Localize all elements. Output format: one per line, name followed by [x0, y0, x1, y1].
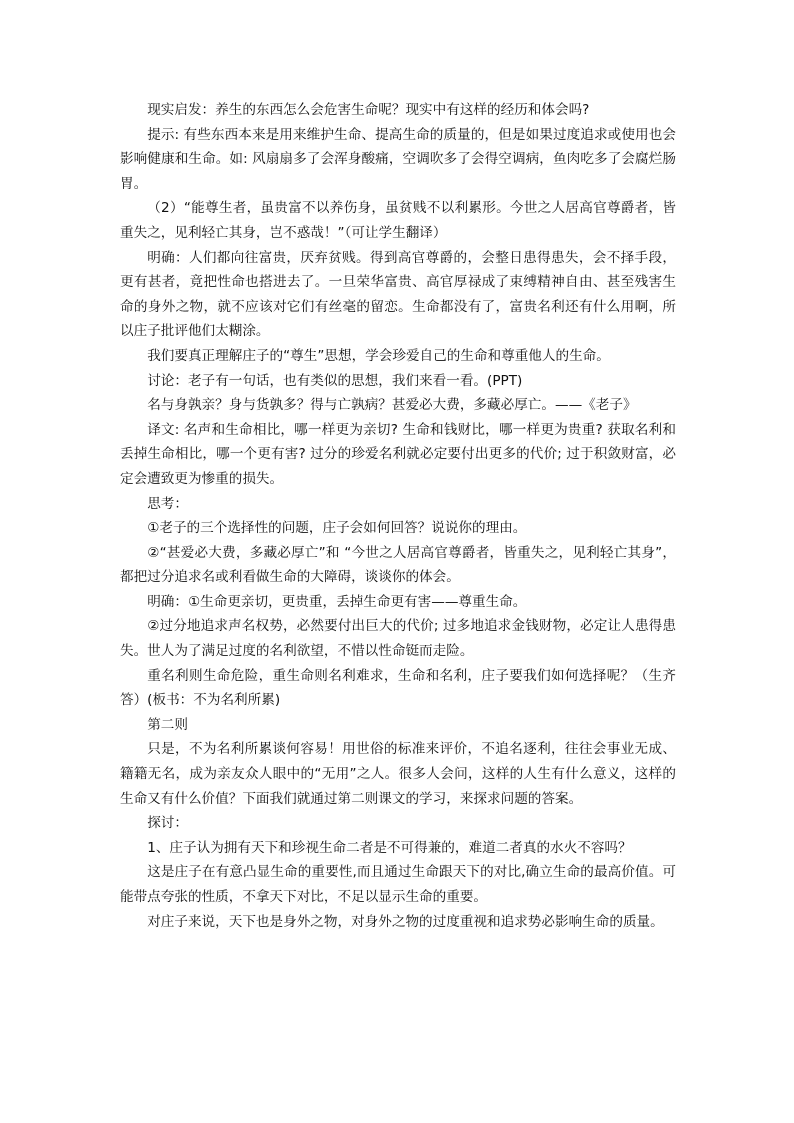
- paragraph-explore-question-1: 1、庄子认为拥有天下和珍视生命二者是不可得兼的，难道二者真的水火不容吗？: [147, 839, 632, 856]
- section-heading-second: 第二则: [147, 716, 188, 733]
- paragraph-clarification-2: 明确：①生命更亲切，更贵重，丢掉生命更有害——尊重生命。: [147, 593, 527, 610]
- paragraph-discussion: 讨论：老子有一句话，也有类似的思想，我们来看一看。(PPT): [147, 372, 523, 389]
- paragraph-clarification-3: ②过分地追求声名权势，必然要付出巨大的代价; 过多地追求金钱财物，必定让人患得患失。世人为了满足过度的名利欲望，不惜以性命铤而走险。: [120, 618, 676, 660]
- paragraph-question-1: ①老子的三个选择性的问题，庄子会如何回答？说说你的理由。: [147, 520, 527, 537]
- paragraph-understanding: 我们要真正理解庄子的“尊生”思想，学会珍爱自己的生命和尊重他人的生命。: [147, 347, 610, 364]
- paragraph-question-2: ②“甚爱必大费，多藏必厚亡”和 “今世之人居高官尊爵者，皆重失之，见利轻亡其身”，都把过分追求名或利看做生命的大障碍，谈谈你的体会。: [120, 544, 676, 586]
- paragraph-intro-second: 只是，不为名利所累谈何容易！用世俗的标准来评价，不追名逐利，往往会事业无成、籍籍无名，成为亲友众人眼中的“无用”之人。很多人会问，这样的人生有什么意义，这样的生命又有什么价值？下面我们就通过第二则课文的学习，来探求问题的答案。: [120, 741, 676, 807]
- document-page: [120, 98, 676, 934]
- paragraph-quote-2: （2）“能尊生者，虽贵富不以养伤身，虽贫贱不以利累形。今世之人居高官尊爵者，皆重失之，见利轻亡其身，岂不惑哉！”（可让学生翻译）: [120, 200, 676, 241]
- paragraph-laozi-quote: 名与身孰亲？身与货孰多？得与亡孰病？甚爱必大费，多藏必厚亡。——《老子》: [147, 397, 637, 414]
- paragraph-translation: 译文: 名声和生命相比，哪一样更为亲切? 生命和钱财比，哪一样更为贵重? 获取名利和丢掉生命相比，哪一个更有害? 过分的珍爱名利就必定要付出更多的代价; 过于积敛财富，必定会遭致更为惨重的损失。: [120, 421, 676, 487]
- paragraph-clarification-1: 明确：人们都向往富贵，厌弃贫贱。得到高官尊爵的，会整日患得患失，会不择手段，更有甚者，竟把性命也搭进去了。一旦荣华富贵、高官厚禄成了束缚精神自由、甚至残害生命的身外之物，就不应该对它们有丝毫的留恋。生命都没有了，富贵名利还有什么用啊，所以庄子批评他们太糊涂。: [120, 249, 676, 340]
- paragraph-choice-question: 重名利则生命危险，重生命则名利难求，生命和名利，庄子要我们如何选择呢？（生齐答）(板书：不为名利所累): [120, 667, 676, 709]
- paragraph-hint: 提示: 有些东西本来是用来维护生命、提高生命的质量的，但是如果过度追求或使用也会影响健康和生命。如: 风扇扇多了会浑身酸痛，空调吹多了会得空调病，鱼肉吃多了会腐烂肠胃。: [120, 126, 676, 192]
- paragraph-think-heading: 思考：: [147, 495, 188, 512]
- paragraph-reality-inspiration: 现实启发：养生的东西怎么会危害生命呢？现实中有这样的经历和体会吗?: [147, 102, 590, 118]
- paragraph-explore-heading: 探讨：: [147, 815, 188, 832]
- paragraph-explore-answer-2: 对庄子来说，天下也是身外之物，对身外之物的过度重视和追求势必影响生命的质量。: [147, 913, 664, 930]
- paragraph-explore-answer-1: 这是庄子在有意凸显生命的重要性,而且通过生命跟天下的对比,确立生命的最高价值。可能带点夸张的性质，不拿天下对比，不足以显示生命的重要。: [120, 864, 676, 905]
